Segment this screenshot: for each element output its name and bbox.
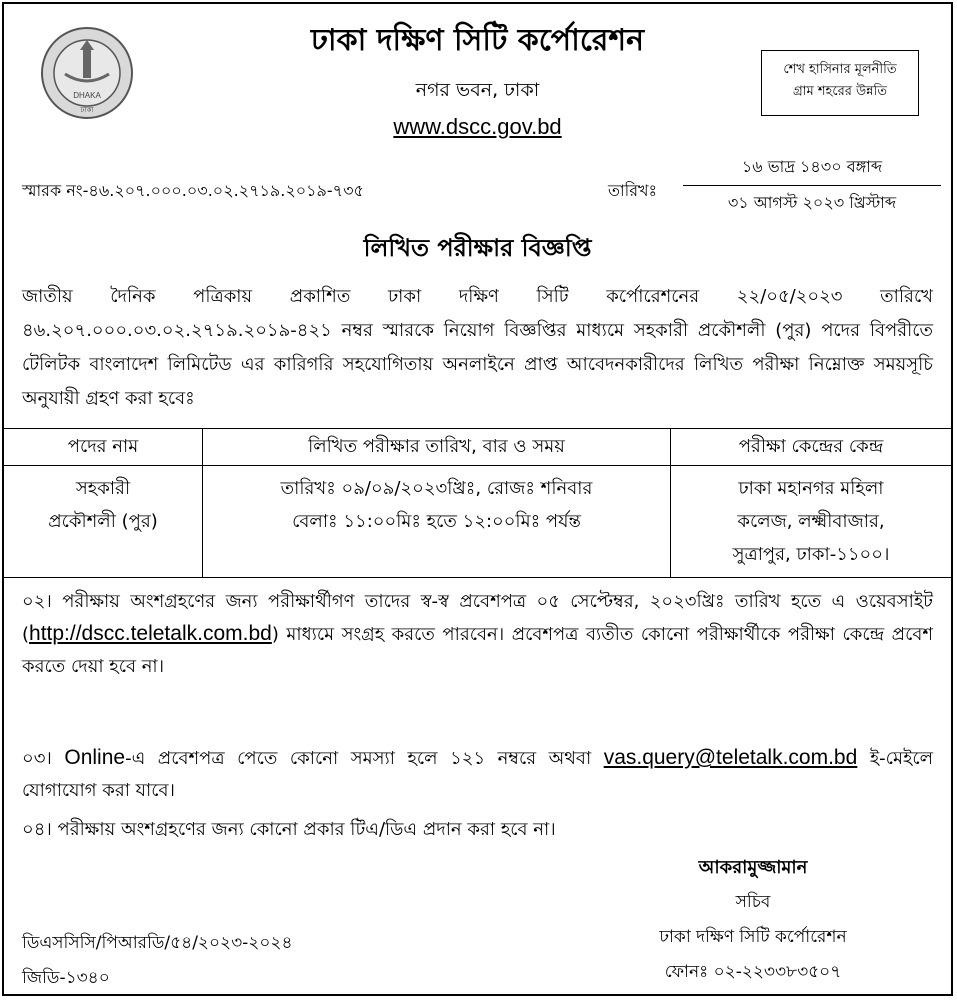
teletalk-link[interactable]: http://dscc.teletalk.com.bd	[29, 622, 272, 645]
online-word: Online	[64, 746, 126, 769]
pr-reference: ডিএসসিসি/পিআরডি/৫৪/২০২৩-২০২৪	[22, 933, 293, 953]
venue-line-2: কলেজ, লক্ষ্মীবাজার,	[737, 511, 885, 532]
signatory-designation: সচিব	[735, 892, 771, 912]
para3-text-after: ই-মেইলে যোগাযোগ করা যাবে।	[22, 748, 933, 801]
post-line-2: প্রকৌশলী (পুর)	[48, 511, 158, 532]
signatory-office: ঢাকা দক্ষিণ সিটি কর্পোরেশন	[659, 927, 847, 947]
notice-page	[2, 2, 953, 996]
slogan-line-2: গ্রাম শহরের উন্নতি	[792, 84, 888, 99]
reference-block	[22, 926, 292, 996]
time-line-1: তারিখঃ ০৯/০৯/২০২৩খ্রিঃ, রোজঃ শনিবার	[280, 478, 593, 499]
header-post: পদের নাম	[4, 429, 203, 466]
para3-number: ০৩।	[22, 748, 65, 769]
paragraph-02	[22, 586, 933, 683]
post-line-1: সহকারী	[75, 478, 131, 499]
gd-reference: জিডি-১৩৪০	[22, 968, 110, 988]
slogan-line-1: শেখ হাসিনার মূলনীতি	[783, 62, 897, 77]
logo-text: DHAKA	[73, 91, 101, 100]
date-english: ৩১ আগস্ট ২০২৩ খ্রিস্টাব্দ	[727, 193, 897, 212]
header-venue: পরীক্ষা কেন্দ্রের কেন্দ্র	[671, 429, 952, 466]
cell-date-time	[203, 466, 671, 578]
venue-line-3: সুত্রাপুর, ঢাকা-১১০০।	[732, 544, 890, 565]
time-line-2: বেলাঃ ১১:০০মিঃ হতে ১২:০০মিঃ পর্যন্ত	[292, 511, 581, 532]
venue-line-1: ঢাকা মহানগর মহিলা	[738, 478, 884, 499]
paragraph-03	[22, 742, 933, 807]
para2-text-before: ০২। পরীক্ষায় অংশগ্রহণের জন্য পরীক্ষার্থীগণ তাদের স্ব-স্ব প্রবেশপত্র ০৫ সেপ্টেম্বর, ২০২৩খ্রিঃ তারিখ হতে এ ওয়েবসাইট (	[22, 591, 933, 645]
exam-schedule-table	[4, 428, 951, 578]
organization-website: www.dscc.gov.bd	[393, 114, 562, 139]
cell-post	[4, 466, 203, 578]
signatory-name: আকরামুজ্জামান	[698, 857, 808, 878]
cell-venue	[671, 466, 952, 578]
logo-sub-text: ঢাকা	[80, 106, 94, 114]
intro-paragraph: জাতীয় দৈনিক পত্রিকায় প্রকাশিত ঢাকা দক্ষিণ সিটি কর্পোরেশনের ২২/০৫/২০২৩ তারিখে ৪৬.২০৭.০০০.০৩.০২.২৭১৯.২০১৯-৪২১ নম্বর স্মারকে নিয়োগ বিজ্ঞপ্তির মাধ্যমে সহকারী প্রকৌশলী (পুর) পদের বিপরীতে টেলিটক বাংলাদেশ লিমিটেড এর কারিগরি সহযোগিতায় অনলাইনে প্রাপ্ত আবেদনকারীদের লিখিত পরীক্ষা নিম্নোক্ত সময়সূচি অনুযায়ী গ্রহণ করা হবেঃ	[22, 286, 933, 409]
date-label: তারিখঃ	[608, 181, 658, 200]
table-row	[4, 466, 951, 578]
signature-block	[603, 850, 903, 990]
paragraph-04: ০৪। পরীক্ষায় অংশগ্রহণের জন্য কোনো প্রকার টিএ/ডিএ প্রদান করা হবে না।	[22, 819, 556, 840]
para2-text-after: ) মাধ্যমে সংগ্রহ করতে পারবেন। প্রবেশপত্র ব্যতীত কোনো পরীক্ষার্থীকে পরীক্ষা কেন্দ্রে প্রবেশ করতে দেয়া হবে না।	[22, 624, 933, 677]
support-email-link[interactable]: vas.query@teletalk.com.bd	[603, 746, 858, 769]
date-block	[683, 154, 941, 217]
table-header-row	[4, 429, 951, 466]
memo-number: স্মারক নং-৪৬.২০৭.০০০.০৩.০২.২৭১৯.২০১৯-৭৩৫	[22, 181, 364, 200]
notice-title: লিখিত পরীক্ষার বিজ্ঞপ্তি	[363, 234, 592, 262]
header-date-time: লিখিত পরীক্ষার তারিখ, বার ও সময়	[203, 429, 671, 466]
slogan-box	[761, 50, 919, 116]
para3-text-before: -এ প্রবেশপত্র পেতে কোনো সমস্যা হলে ১২১ নম্বরে অথবা	[125, 748, 604, 769]
date-bangla: ১৬ ভাদ্র ১৪৩০ বঙ্গাব্দ	[683, 154, 941, 186]
organization-title: ঢাকা দক্ষিণ সিটি কর্পোরেশন	[310, 23, 645, 58]
organization-address: নগর ভবন, ঢাকা	[415, 79, 540, 101]
signatory-phone: ফোনঃ ০২-২২৩৩৮৩৫০৭	[664, 962, 842, 982]
